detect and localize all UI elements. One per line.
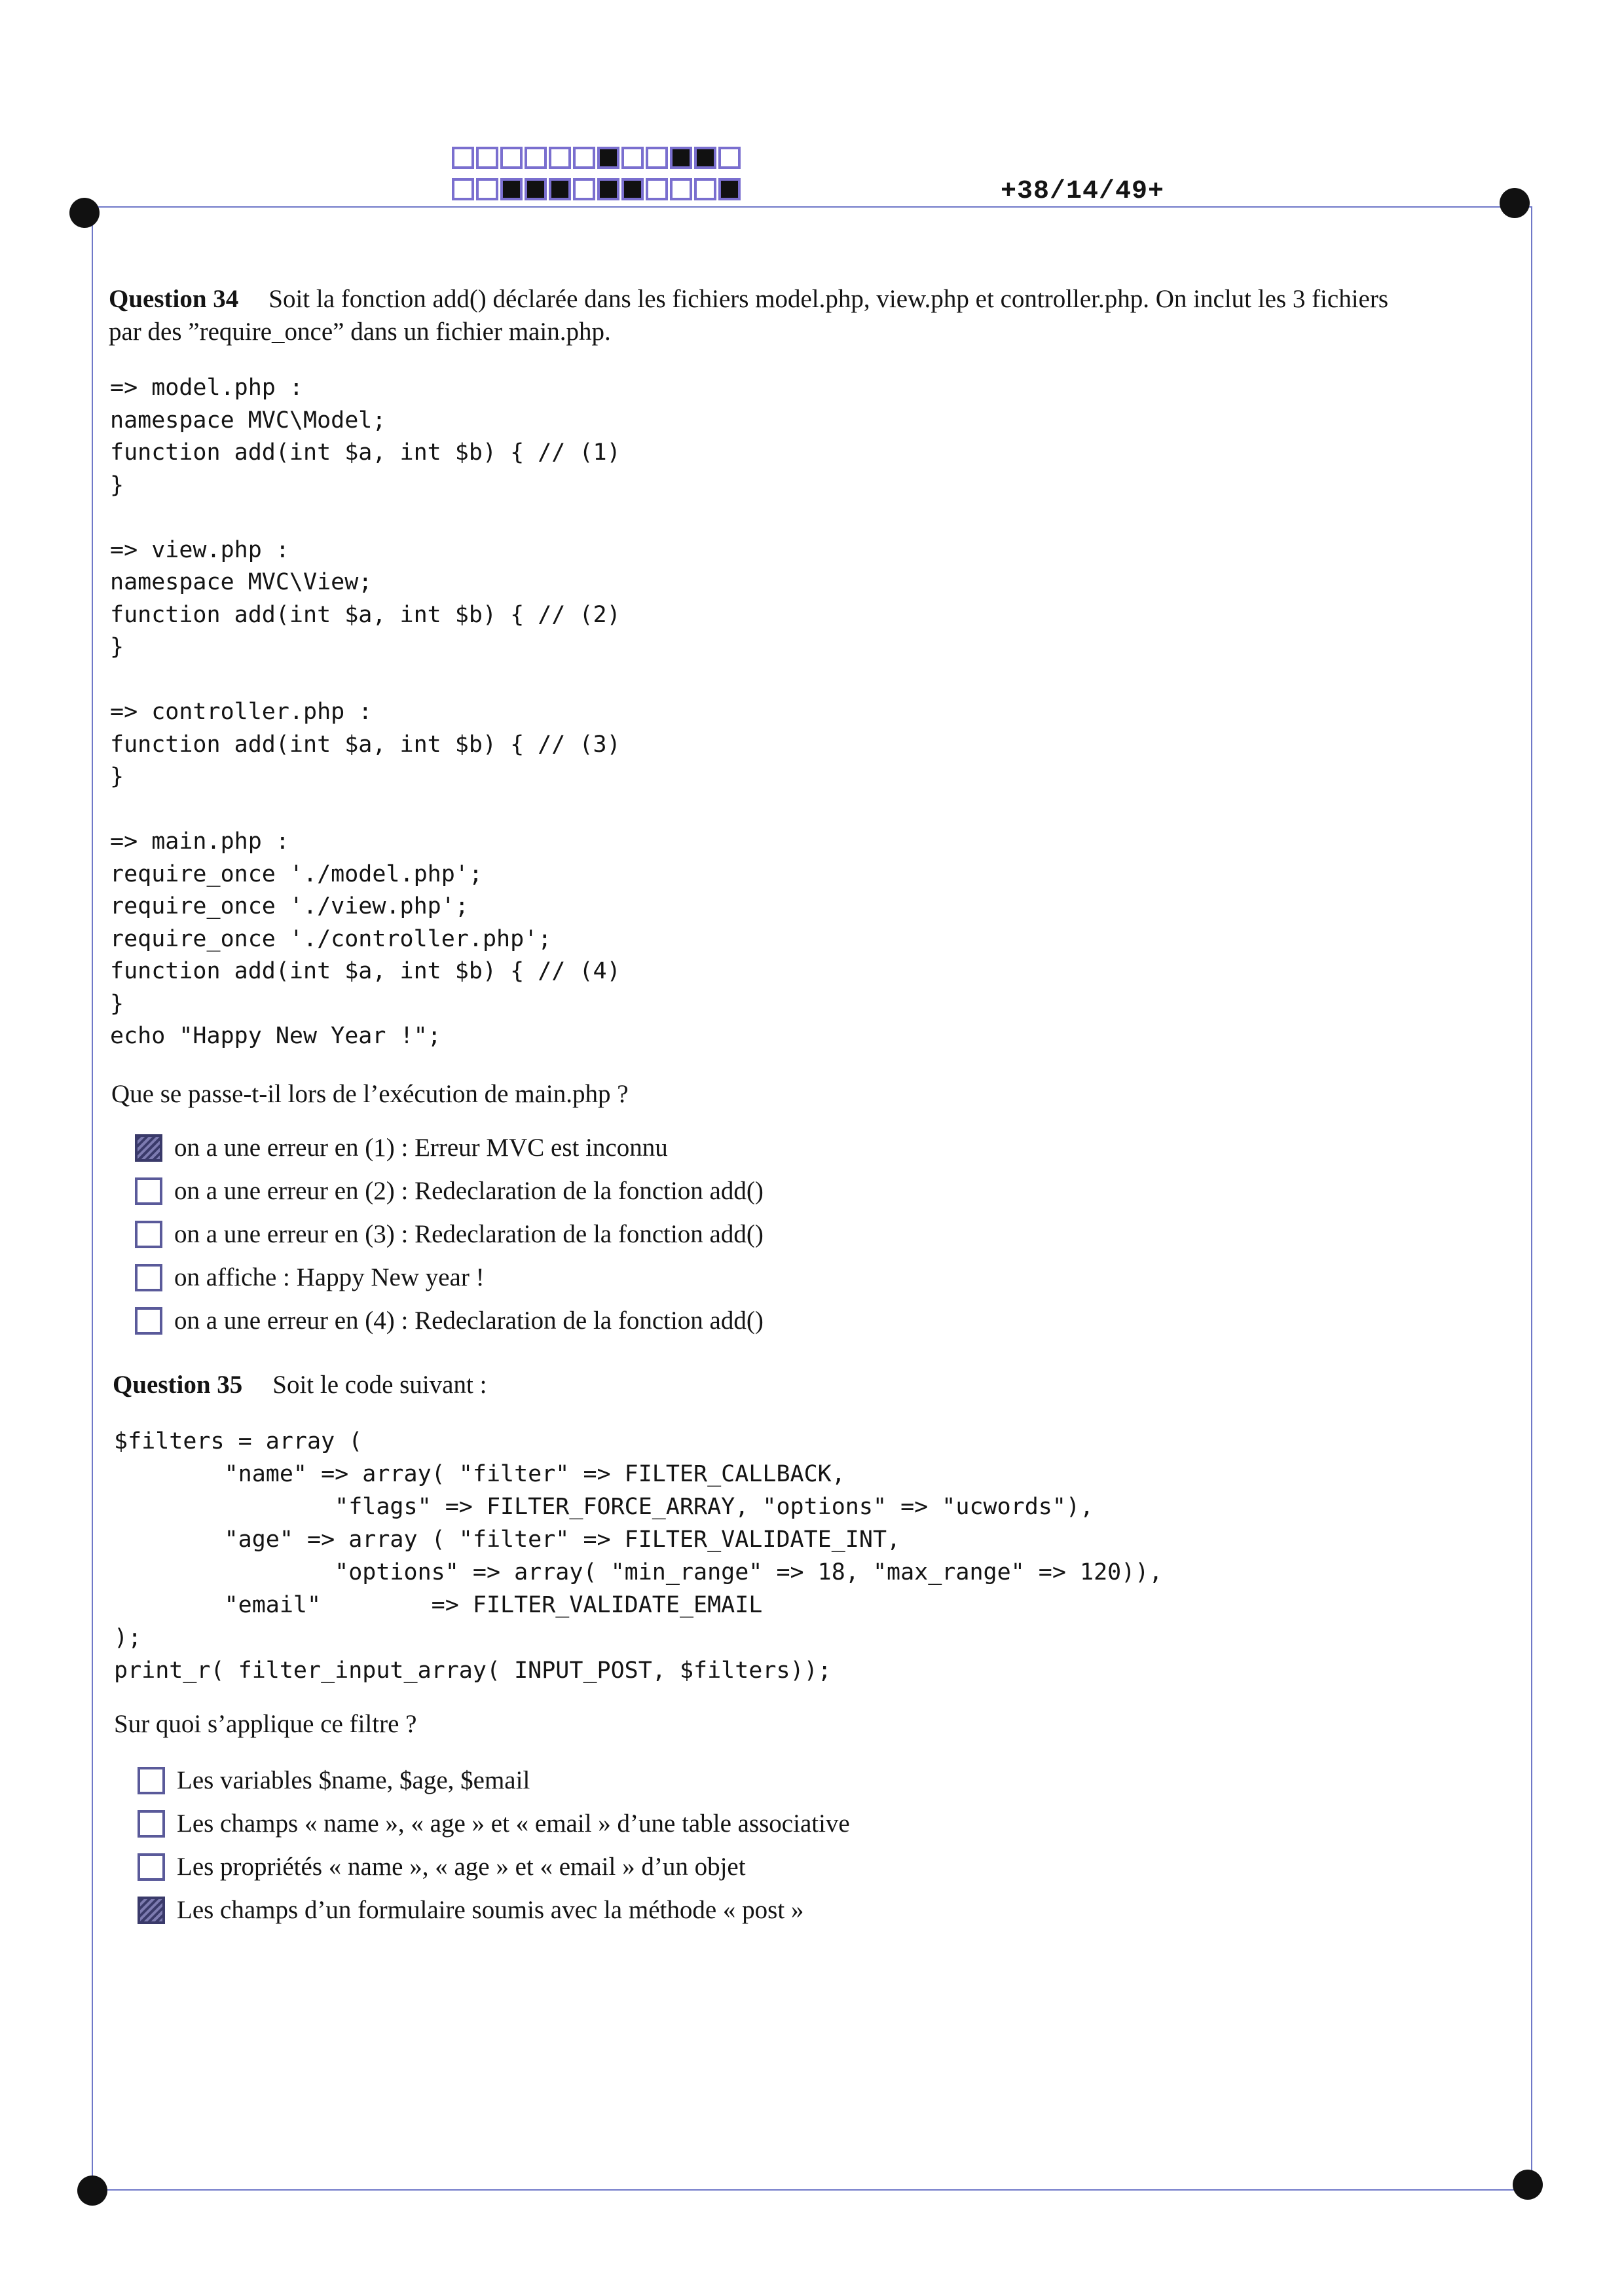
barcode-row-2 <box>452 178 743 200</box>
choice-label: on a une erreur en (4) : Redeclaration de la fonction add() <box>174 1306 764 1335</box>
question-34-text-line2: par des ”require_once” dans un fichier main.php. <box>109 318 611 346</box>
barcode-cell <box>500 178 523 200</box>
question-35-label: Question 35 <box>113 1371 243 1399</box>
barcode-cell <box>549 147 571 169</box>
barcode-cell <box>525 147 547 169</box>
registration-mark-bottom-right <box>1513 2170 1543 2200</box>
barcode-cell <box>694 147 716 169</box>
checkbox[interactable] <box>135 1177 162 1205</box>
question-34-text-line1: Soit la fonction add() déclarée dans les fichiers model.php, view.php et controller.php. On inclut les 3 fichiers <box>268 285 1389 313</box>
checkbox[interactable] <box>138 1810 165 1838</box>
checkbox[interactable] <box>138 1767 165 1794</box>
barcode-row-1 <box>452 147 743 169</box>
barcode-cell <box>597 147 619 169</box>
barcode-cell <box>476 147 498 169</box>
barcode-cell <box>549 178 571 200</box>
question-34-header <box>109 283 1388 316</box>
choice-label: on affiche : Happy New year ! <box>174 1263 485 1291</box>
barcode-cell <box>597 178 619 200</box>
q35-choice-4[interactable] <box>138 1894 803 1927</box>
question-35-text: Soit le code suivant : <box>272 1371 487 1399</box>
question-35-code: $filters = array ( "name" => array( "filter" => FILTER_CALLBACK, "flags" => FILTER_FORCE_ARRAY, "options" => "ucwords"), "age" => array ( "filter" => FILTER_VALIDATE_INT, "options" => array( "min_range" => 18, "max_range" => 120)), "email" => FILTER_VALIDATE_EMAIL ); print_r( filter_input_array( INPUT_POST, $filters)); <box>114 1428 1163 1684</box>
barcode-cell <box>646 147 668 169</box>
q35-choice-2[interactable] <box>138 1807 850 1840</box>
page-code: +38/14/49+ <box>1001 177 1165 206</box>
checkbox[interactable] <box>138 1853 165 1881</box>
barcode-cell <box>525 178 547 200</box>
choice-label: on a une erreur en (3) : Redeclaration de la fonction add() <box>174 1220 764 1248</box>
choice-label: Les propriétés « name », « age » et « email » d’un objet <box>177 1853 746 1881</box>
question-34-label: Question 34 <box>109 285 239 313</box>
choice-label: Les champs « name », « age » et « email » d’une table associative <box>177 1809 850 1838</box>
barcode-cell <box>573 147 595 169</box>
choice-label: Les variables $name, $age, $email <box>177 1766 530 1794</box>
barcode-cell <box>718 178 741 200</box>
barcode-cell <box>500 147 523 169</box>
barcode-cell <box>621 178 644 200</box>
barcode-cell <box>670 147 692 169</box>
q34-choice-2[interactable] <box>135 1175 764 1208</box>
question-35-prompt: Sur quoi s’applique ce filtre ? <box>114 1710 417 1738</box>
barcode-cell <box>452 178 474 200</box>
checkbox[interactable] <box>135 1221 162 1248</box>
checkbox[interactable] <box>135 1264 162 1291</box>
registration-mark-top-right <box>1500 188 1530 218</box>
q34-choice-5[interactable] <box>135 1305 764 1337</box>
registration-mark-top-left <box>69 198 100 228</box>
question-34-prompt: Que se passe-t-il lors de l’exécution de main.php ? <box>111 1080 629 1108</box>
q35-choice-1[interactable] <box>138 1764 530 1797</box>
barcode-cell <box>621 147 644 169</box>
choice-label: on a une erreur en (2) : Redeclaration de la fonction add() <box>174 1177 764 1205</box>
checkbox[interactable] <box>135 1307 162 1335</box>
choice-label: Les champs d’un formulaire soumis avec la méthode « post » <box>177 1896 804 1924</box>
q34-choice-1[interactable] <box>135 1132 668 1164</box>
choice-label: on a une erreur en (1) : Erreur MVC est inconnu <box>174 1134 668 1162</box>
barcode-cell <box>646 178 668 200</box>
q34-choice-4[interactable] <box>135 1261 485 1294</box>
barcode-cell <box>452 147 474 169</box>
barcode-cell <box>718 147 741 169</box>
checkbox[interactable] <box>135 1134 162 1162</box>
checkbox[interactable] <box>138 1897 165 1924</box>
q34-choice-3[interactable] <box>135 1218 764 1251</box>
question-35-header <box>113 1369 487 1401</box>
q35-choice-3[interactable] <box>138 1851 746 1883</box>
barcode-cell <box>476 178 498 200</box>
question-34-code: => model.php : namespace MVC\Model; function add(int $a, int $b) { // (1) } => view.php : namespace MVC\View; function add(int $a, int $b) { // (2) } => controller.php : function add(int $a, int $b) { // (3) } => main.php : require_once './model.php'; require_once './view.php'; require_once './controller.php'; function add(int $a, int $b) { // (4) } echo "Happy New Year !"; <box>110 375 621 1049</box>
barcode-cell <box>670 178 692 200</box>
registration-mark-bottom-left <box>77 2176 107 2206</box>
barcode-cell <box>694 178 716 200</box>
barcode-cell <box>573 178 595 200</box>
